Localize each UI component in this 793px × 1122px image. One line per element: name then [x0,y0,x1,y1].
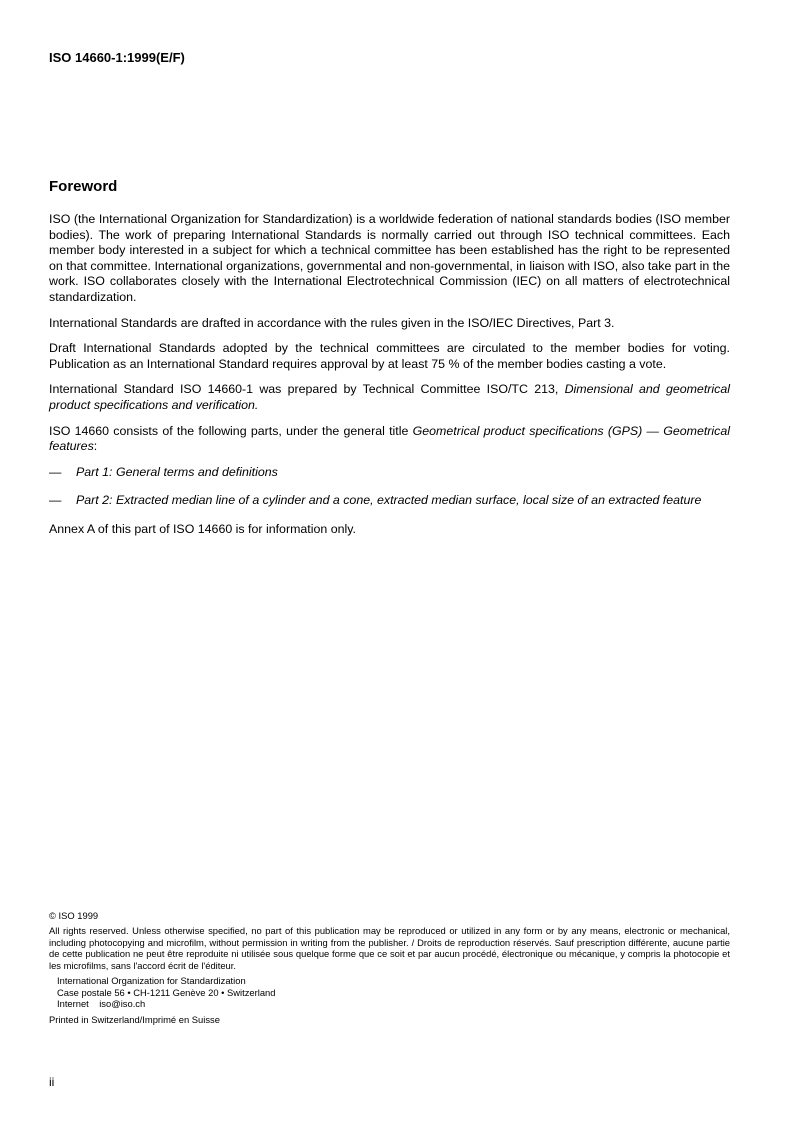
part-title: Part 1: General terms and definitions [76,464,278,479]
page-number: ii [49,1075,55,1089]
paragraph-parts-intro [49,424,730,455]
general-title: Geometrical product specifications (GPS) — Geometrical features [49,423,730,454]
parts-intro-colon: : [93,439,98,454]
paragraph-iso-intro: ISO (the International Organization for Standardization) is a worldwide federation of national standards bodies (ISO member bodies). The work of preparing International Standards is normally carried out through ISO technical committees. Each member body interested in a subject for which a technical committee has been established has the right to be represented on that committee. International organizations, governmental and non-governmental, in liaison with ISO, also take part in the work. ISO collaborates closely with the International Electrotechnical Commission (IEC) on all matters of electrotechnical standardization. [49,212,730,304]
preparation-text: International Standard ISO 14660-1 was prepared by Technical Committee ISO/TC 213, [49,382,565,397]
parts-intro-text: ISO 14660 consists of the following parts, under the general title [49,423,413,438]
publisher-address [57,975,730,1010]
publisher-postal: Case postale 56 • CH-1211 Genève 20 • Switzerland [57,986,276,998]
part-title: Part 2: Extracted median line of a cylinder and a cone, extracted median surface, local size of an extracted feature [76,493,702,508]
paragraph-directives: International Standards are drafted in accordance with the rules given in the ISO/IEC Directives, Part 3. [49,315,615,330]
copyright-footer [49,910,730,1026]
dash-bullet: — [49,493,62,508]
publisher-internet: Internet iso@iso.ch [57,998,146,1010]
printed-in: Printed in Switzerland/Imprimé en Suisse [49,1013,220,1025]
document-id-header: ISO 14660-1:1999(E/F) [49,50,185,65]
dash-bullet: — [49,464,62,479]
copyright-line: © ISO 1999 [49,910,99,921]
paragraph-annex: Annex A of this part of ISO 14660 is for information only. [49,521,356,536]
rights-notice: All rights reserved. Unless otherwise specified, no part of this publication may be reproduced or utilized in any form or by any means, electronic or mechanical, including photocopying and microfilm, without permission in writing from the publisher. / Droits de reproduction réservés. Sauf prescription différente, aucune partie de cette publication ne peut être reproduite ni utilisée sous quelque forme que ce soit et par aucun procédé, électronique ou mécanique, y compris la photocopie et les microfilms, sans l'accord écrit de l'éditeur. [49,924,730,972]
parts-list [49,465,730,509]
paragraph-voting: Draft International Standards adopted by the technical committees are circulated to the member bodies for voting. Publication as an International Standard requires approval by at least 75 % of the member bodies casting a vote. [49,341,730,371]
page-title: Foreword [49,178,118,195]
list-item [49,465,730,481]
committee-title: Dimensional and geometrical product specifications and verification. [49,382,730,412]
list-item [49,493,730,509]
foreword-body [49,212,730,547]
publisher-name: International Organization for Standardization [57,974,246,986]
paragraph-preparation [49,382,730,413]
